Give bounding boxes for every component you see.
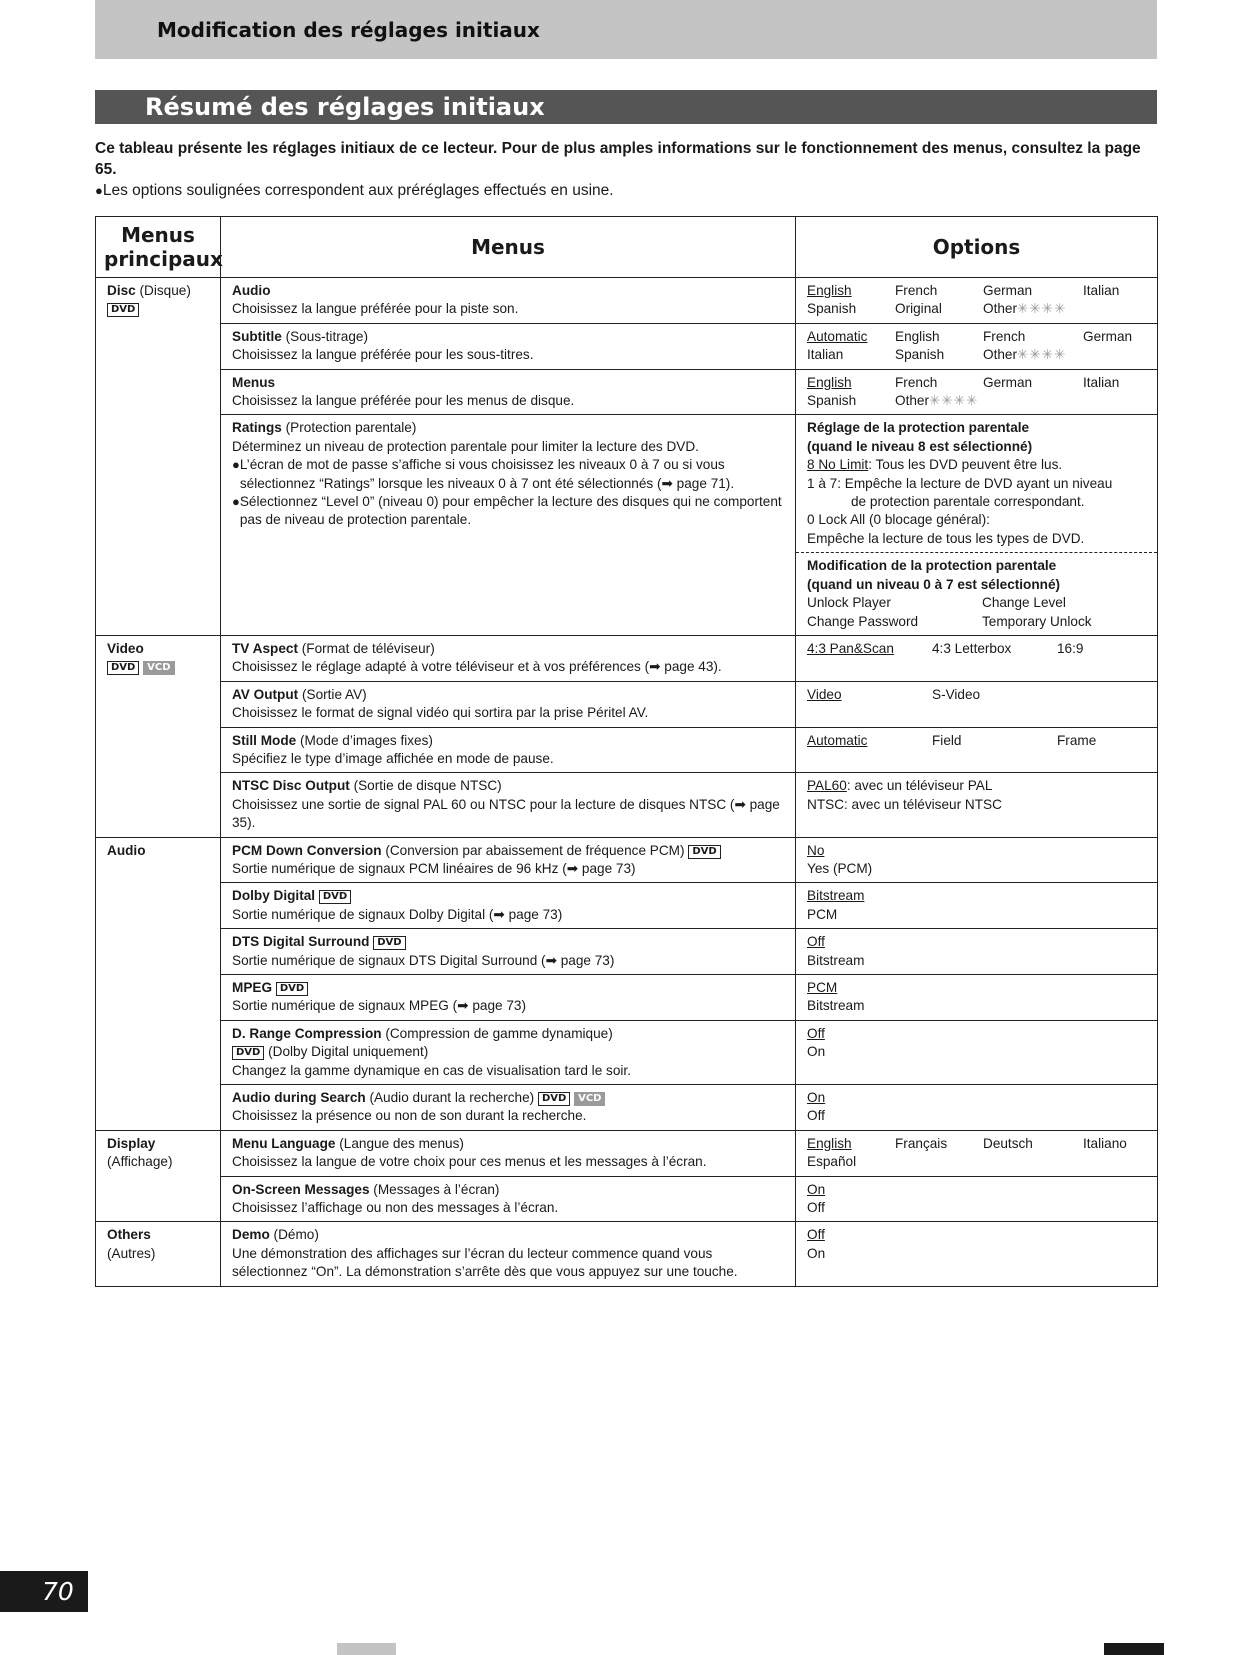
settings-table xyxy=(95,216,1158,1287)
bullet-icon: ● xyxy=(232,457,240,473)
menu-menu-language: Menu Language (Langue des menus) Choisissez la langue de votre choix pour ces menus et les messages à l’écran. xyxy=(221,1130,796,1176)
table-row xyxy=(96,837,1158,883)
menu-demo: Demo (Démo) Une démonstration des affichages sur l’écran du lecteur commence quand vous sélectionnez “On”. La démonstration s’arrête dès que vous appuyez sur une touche. xyxy=(221,1222,796,1286)
options-mpeg: PCM Bitstream xyxy=(796,975,1158,1021)
menu-dts-digital-surround: DTS Digital Surround DVD Sortie numérique de signaux DTS Digital Surround (➡ page 73) xyxy=(221,929,796,975)
table-row xyxy=(96,1130,1158,1176)
options-ntsc-output: PAL60: avec un téléviseur PAL NTSC: avec un téléviseur NTSC xyxy=(796,773,1158,837)
table-row xyxy=(96,635,1158,681)
table-row xyxy=(96,975,1158,1021)
table-row xyxy=(96,1176,1158,1222)
page-title: Résumé des réglages initiaux xyxy=(145,93,545,121)
options-dolby-digital: Bitstream PCM xyxy=(796,883,1158,929)
menu-ratings: Ratings (Protection parentale) Déterminez un niveau de protection parentale pour limiter la lecture des DVD. ● L’écran de mot de passe s’affiche si vous choisissez les niveaux 0 à 7 ou si vous sélectionnez “Ratings” lorsque les niveaux 0 à 7 ont été sélectionnés (➡ page 71). ● Sélectionnez “Level 0” (niveau 0) pour empêcher la lecture des disques qui ne comportent pas de niveau de protection parentale. xyxy=(221,415,796,635)
menu-audio-during-search: Audio during Search (Audio durant la recherche) DVD VCD Choisissez la présence ou non de son durant la recherche. xyxy=(221,1085,796,1131)
menu-d-range-compression: D. Range Compression (Compression de gamme dynamique) DVD (Dolby Digital uniquement) Changez la gamme dynamique en cas de visualisation tard le soir. xyxy=(221,1020,796,1084)
dashed-divider xyxy=(796,552,1157,553)
section-title: Modification des réglages initiaux xyxy=(157,18,540,42)
menu-still-mode: Still Mode (Mode d’images fixes) Spécifiez le type d’image affichée en mode de pause. xyxy=(221,727,796,773)
table-row xyxy=(96,415,1158,635)
options-audio-during-search: On Off xyxy=(796,1085,1158,1131)
dvd-badge: DVD xyxy=(688,845,720,859)
dvd-badge: DVD xyxy=(107,303,139,317)
menu-mpeg: MPEG DVD Sortie numérique de signaux MPEG (➡ page 73) xyxy=(221,975,796,1021)
options-ratings: Réglage de la protection parentale (quand le niveau 8 est sélectionné) 8 No Limit: Tous les DVD peuvent être lus. 1 à 7: Empêche la lecture de DVD ayant un niveau de protection parentale correspondant. 0 Lock All (0 blocage général): Empêche la lecture de tous les types de DVD. Modification de la protection parentale (quand un niveau 0 à 7 est sélectionné) Unlock Player Change Level Change Password Temporary Unlock xyxy=(796,415,1158,635)
menu-av-output: AV Output (Sortie AV) Choisissez le format de signal vidéo qui sortira par la prise Péritel AV. xyxy=(221,681,796,727)
bullet-icon: ● xyxy=(95,183,103,198)
header-options: Options xyxy=(796,217,1158,278)
page-number-tab xyxy=(0,1571,88,1612)
vcd-badge: VCD xyxy=(143,661,174,675)
table-row xyxy=(96,1085,1158,1131)
options-demo: Off On xyxy=(796,1222,1158,1286)
dvd-badge: DVD xyxy=(319,890,351,904)
menu-dolby-digital: Dolby Digital DVD Sortie numérique de signaux Dolby Digital (➡ page 73) xyxy=(221,883,796,929)
vcd-badge: VCD xyxy=(574,1092,605,1106)
main-menu-audio: Audio xyxy=(96,837,221,1130)
main-menu-disc: Disc (Disque) DVD xyxy=(96,278,221,636)
bullet-icon: ● xyxy=(232,494,240,510)
menu-pcm-down-conversion: PCM Down Conversion (Conversion par abaissement de fréquence PCM) DVD Sortie numérique de signaux PCM linéaires de 96 kHz (➡ page 73) xyxy=(221,837,796,883)
table-row xyxy=(96,278,1158,324)
table-row xyxy=(96,929,1158,975)
options-still-mode: Automatic Field Frame xyxy=(796,727,1158,773)
page-number: 70 xyxy=(42,1577,74,1606)
menu-subtitle: Subtitle (Sous-titrage) Choisissez la langue préférée pour les sous-titres. xyxy=(221,323,796,369)
menu-ntsc-output: NTSC Disc Output (Sortie de disque NTSC) Choisissez une sortie de signal PAL 60 ou NTSC pour la lecture de disques NTSC (➡ page 35). xyxy=(221,773,796,837)
table-row xyxy=(96,681,1158,727)
main-menu-display: Display (Affichage) xyxy=(96,1130,221,1222)
dvd-badge: DVD xyxy=(107,661,139,675)
footer-gray-mark xyxy=(337,1643,396,1655)
footer-black-mark xyxy=(1104,1643,1164,1655)
table-row xyxy=(96,1020,1158,1084)
options-on-screen-messages: On Off xyxy=(796,1176,1158,1222)
main-menu-others: Others (Autres) xyxy=(96,1222,221,1286)
main-menu-video: Video DVD VCD xyxy=(96,635,221,837)
title-bar xyxy=(95,90,1157,124)
menu-audio: Audio Choisissez la langue préférée pour la piste son. xyxy=(221,278,796,324)
options-audio: English French German Italian Spanish Original Other✳✳✳✳ xyxy=(796,278,1158,324)
options-tv-aspect: 4:3 Pan&Scan 4:3 Letterbox 16:9 xyxy=(796,635,1158,681)
options-av-output: Video S-Video xyxy=(796,681,1158,727)
options-subtitle: Automatic English French German Italian Spanish Other✳✳✳✳ xyxy=(796,323,1158,369)
table-row xyxy=(96,369,1158,415)
menu-menus: Menus Choisissez la langue préférée pour les menus de disque. xyxy=(221,369,796,415)
options-pcm-down-conversion: No Yes (PCM) xyxy=(796,837,1158,883)
options-d-range-compression: Off On xyxy=(796,1020,1158,1084)
table-row xyxy=(96,1222,1158,1286)
options-menu-language: English Français Deutsch Italiano Español xyxy=(796,1130,1158,1176)
table-row xyxy=(96,773,1158,837)
menu-tv-aspect: TV Aspect (Format de téléviseur) Choisissez le réglage adapté à votre téléviseur et à vos préférences (➡ page 43). xyxy=(221,635,796,681)
dvd-badge: DVD xyxy=(538,1092,570,1106)
dvd-badge: DVD xyxy=(373,936,405,950)
dvd-badge: DVD xyxy=(276,982,308,996)
intro-text: Ce tableau présente les réglages initiaux de ce lecteur. Pour de plus amples informations sur le fonctionnement des menus, consultez la page 65. xyxy=(95,140,1141,178)
table-row xyxy=(96,727,1158,773)
table-row xyxy=(96,323,1158,369)
menu-on-screen-messages: On-Screen Messages (Messages à l’écran) Choisissez l’affichage ou non des messages à l’écran. xyxy=(221,1176,796,1222)
options-dts-digital-surround: Off Bitstream xyxy=(796,929,1158,975)
header-bar xyxy=(95,0,1157,59)
table-row xyxy=(96,883,1158,929)
intro-bullet: ●Les options soulignées correspondent aux préréglages effectués en usine. xyxy=(95,182,614,199)
dvd-badge: DVD xyxy=(232,1046,264,1060)
header-main-menus: Menus principaux xyxy=(96,217,221,278)
table-header-row xyxy=(96,217,1158,278)
intro xyxy=(95,138,1157,201)
header-menus: Menus xyxy=(221,217,796,278)
options-menus: English French German Italian Spanish Other✳✳✳✳ xyxy=(796,369,1158,415)
